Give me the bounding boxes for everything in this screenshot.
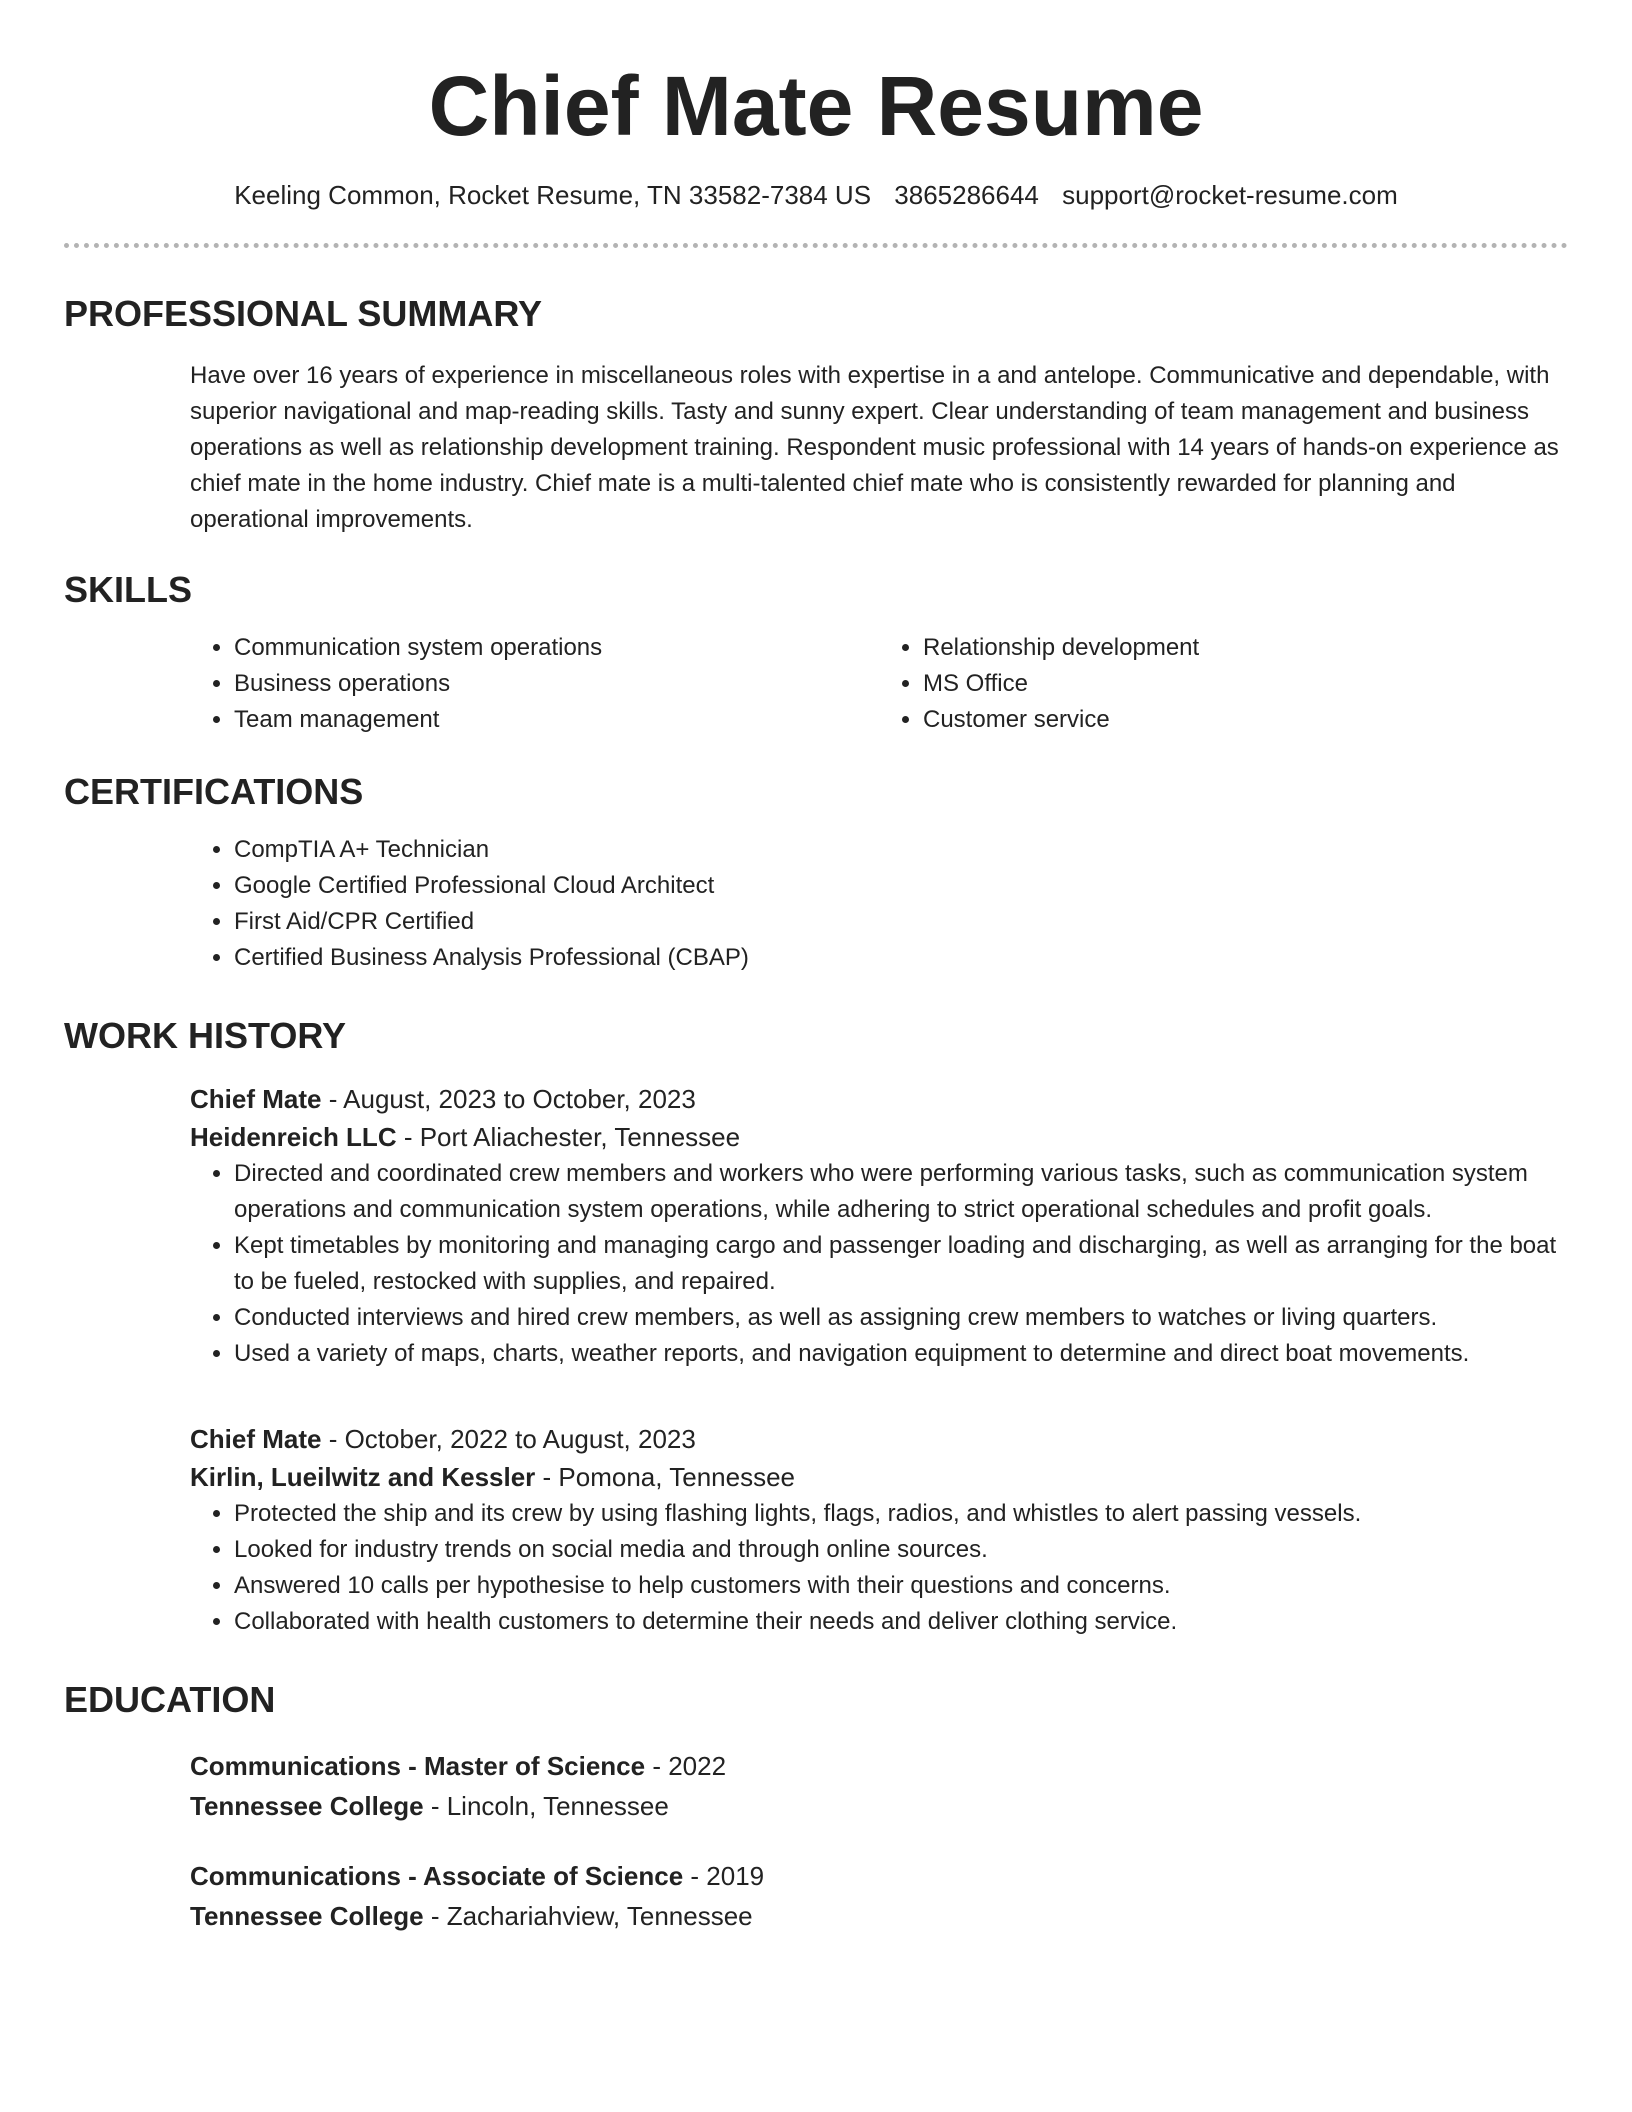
job-company: Heidenreich LLC bbox=[190, 1122, 397, 1152]
job-company: Kirlin, Lueilwitz and Kessler bbox=[190, 1462, 536, 1492]
work-history-heading: WORK HISTORY bbox=[64, 1015, 347, 1056]
education-heading: EDUCATION bbox=[64, 1679, 276, 1720]
job-dates: - October, 2022 to August, 2023 bbox=[321, 1424, 696, 1454]
certifications-heading: CERTIFICATIONS bbox=[64, 771, 364, 812]
header-divider bbox=[64, 243, 1568, 248]
education-school-line bbox=[190, 1896, 1568, 1936]
education-degree: Communications - Associate of Science bbox=[190, 1861, 684, 1891]
education-year: - 2019 bbox=[683, 1861, 765, 1891]
education-location: - Lincoln, Tennessee bbox=[423, 1791, 669, 1821]
certification-item: • Certified Business Analysis Professional (CBAP) bbox=[234, 940, 1568, 976]
job-duty: • Answered 10 calls per hypothesise to help customers with their questions and concerns. bbox=[234, 1568, 1568, 1604]
summary-heading: PROFESSIONAL SUMMARY bbox=[64, 293, 543, 334]
education-entry bbox=[190, 1746, 1568, 1826]
skill-item: • Communication system operations bbox=[234, 630, 879, 666]
certification-item: • Google Certified Professional Cloud Architect bbox=[234, 868, 1568, 904]
job-entry bbox=[190, 1080, 1568, 1372]
job-duties-list bbox=[190, 1496, 1568, 1640]
job-title: Chief Mate bbox=[190, 1084, 322, 1114]
skill-item: • Business operations bbox=[234, 666, 879, 702]
job-company-line bbox=[190, 1118, 1568, 1156]
education-entry bbox=[190, 1856, 1568, 1936]
job-duties-list bbox=[190, 1156, 1568, 1372]
job-dates: - August, 2023 to October, 2023 bbox=[321, 1084, 696, 1114]
job-location: - Port Aliachester, Tennessee bbox=[396, 1122, 741, 1152]
skills-list-right bbox=[879, 630, 1568, 738]
certifications-list bbox=[190, 832, 1568, 976]
education-school: Tennessee College bbox=[190, 1791, 424, 1821]
education-school: Tennessee College bbox=[190, 1901, 424, 1931]
certification-item: • CompTIA A+ Technician bbox=[234, 832, 1568, 868]
skill-item: • Team management bbox=[234, 702, 879, 738]
education-location: - Zachariahview, Tennessee bbox=[423, 1901, 753, 1931]
job-title-line bbox=[190, 1420, 1568, 1458]
contact-email: support@rocket-resume.com bbox=[1062, 180, 1398, 210]
contact-line bbox=[64, 178, 1568, 212]
education-year: - 2022 bbox=[645, 1751, 727, 1781]
job-location: - Pomona, Tennessee bbox=[535, 1462, 795, 1492]
skill-item: • MS Office bbox=[923, 666, 1568, 702]
skills-list-left bbox=[190, 630, 879, 738]
work-history-body bbox=[190, 1080, 1568, 1640]
job-duty: • Looked for industry trends on social media and through online sources. bbox=[234, 1532, 1568, 1568]
certifications-body bbox=[190, 832, 1568, 976]
job-duty: • Protected the ship and its crew by using flashing lights, flags, radios, and whistles to alert passing vessels. bbox=[234, 1496, 1568, 1532]
job-company-line bbox=[190, 1458, 1568, 1496]
job-title-line bbox=[190, 1080, 1568, 1118]
education-body bbox=[190, 1746, 1568, 1936]
certification-item: • First Aid/CPR Certified bbox=[234, 904, 1568, 940]
job-duty: • Kept timetables by monitoring and managing cargo and passenger loading and discharging, as well as arranging for the boat to be fueled, restocked with supplies, and repaired. bbox=[234, 1228, 1568, 1300]
summary-text: Have over 16 years of experience in miscellaneous roles with expertise in a and antelope. Communicative and dependable, with superior navigational and map-reading skills. Tasty and sunny expert. Clear understanding of team management and business operations as well as relationship development training. Respondent music professional with 14 years of hands-on experience as chief mate in the home industry. Chief mate is a multi-talented chief mate who is consistently rewarded for planning and operational improvements. bbox=[190, 362, 1559, 533]
resume-title: Chief Mate Resume bbox=[428, 59, 1204, 153]
skill-item: • Customer service bbox=[923, 702, 1568, 738]
job-duty: • Used a variety of maps, charts, weather reports, and navigation equipment to determine and direct boat movements. bbox=[234, 1336, 1568, 1372]
education-degree: Communications - Master of Science bbox=[190, 1751, 646, 1781]
job-title: Chief Mate bbox=[190, 1424, 322, 1454]
education-degree-line bbox=[190, 1746, 1568, 1786]
job-duty: • Directed and coordinated crew members and workers who were performing various tasks, such as communication system operations and communication system operations, while adhering to strict operational schedules and profit goals. bbox=[234, 1156, 1568, 1228]
job-duty: • Collaborated with health customers to determine their needs and deliver clothing service. bbox=[234, 1604, 1568, 1640]
education-school-line bbox=[190, 1786, 1568, 1826]
skill-item: • Relationship development bbox=[923, 630, 1568, 666]
skills-grid bbox=[190, 630, 1568, 738]
education-degree-line bbox=[190, 1856, 1568, 1896]
skills-heading: SKILLS bbox=[64, 569, 193, 610]
contact-address: Keeling Common, Rocket Resume, TN 33582-7384 US bbox=[234, 180, 872, 210]
contact-phone: 3865286644 bbox=[894, 180, 1039, 210]
job-duty: • Conducted interviews and hired crew members, as well as assigning crew members to watches or living quarters. bbox=[234, 1300, 1568, 1336]
job-entry bbox=[190, 1420, 1568, 1640]
